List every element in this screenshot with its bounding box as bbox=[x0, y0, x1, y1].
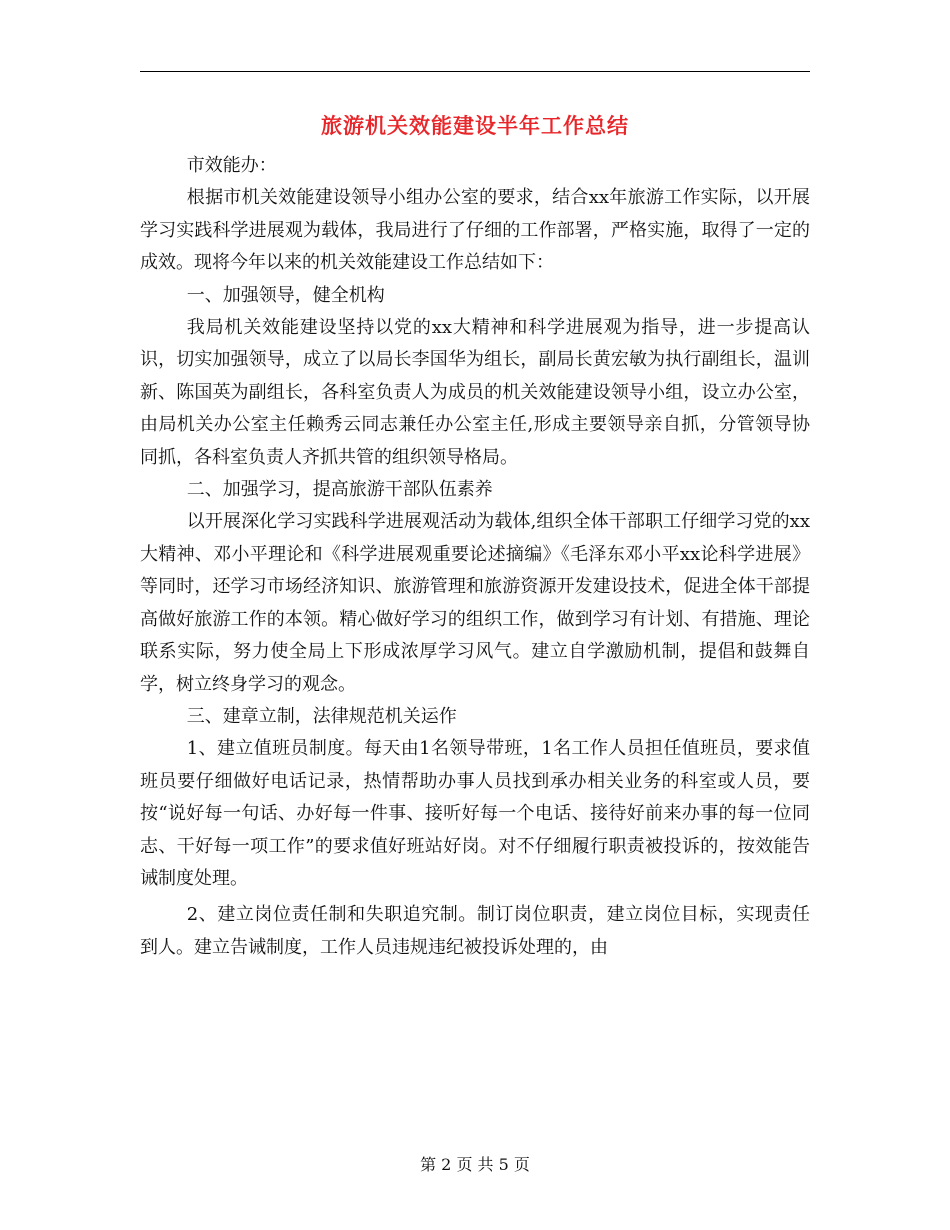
document-title: 旅游机关效能建设半年工作总结 bbox=[321, 113, 629, 138]
page-number: 第 2 页 共 5 页 bbox=[420, 1155, 530, 1174]
section-heading-3: 三、建章立制，法律规范机关运作 bbox=[186, 705, 457, 727]
section-paragraph-2: 以开展深化学习实践科学进展观活动为载体,组织全体干部职工仔细学习党的xx大精神、邓小平理论和《科学进展观重要论述摘编》《毛泽东邓小平xx论科学进展》等同时，还学习市场经济知识、旅游管理和旅游资源开发建设技术，促进全体干部提高做好旅游工作的本领。精心做好学习的组织工作，做到学习有计划、有措施、理论联系实际，努力使全局上下形成浓厚学习风气。建立自学激励机制，提倡和鼓舞自学，树立终身学习的观念。 bbox=[140, 511, 810, 695]
section-paragraph-3-item-1: 1、建立值班员制度。每天由1名领导带班，1名工作人员担任值班员，要求值班员要仔细做好电话记录，热情帮助办事人员找到承办相关业务的科室或人员，要按“说好每一句话、办好每一件事、接听好每一个电话、接待好前来办事的每一位同志、干好每一项工作”的要求值好班站好岗。对不仔细履行职责被投诉的，按效能告诫制度处理。 bbox=[140, 738, 810, 889]
intro-paragraph: 根据市机关效能建设领导小组办公室的要求，结合xx年旅游工作实际，以开展学习实践科学进展观为载体，我局进行了仔细的工作部署，严格实施，取得了一定的成效。现将今年以来的机关效能建设工作总结如下： bbox=[140, 187, 810, 274]
section-heading-2: 二、加强学习，提高旅游干部队伍素养 bbox=[186, 479, 493, 501]
header-rule bbox=[140, 71, 810, 72]
document-body bbox=[140, 150, 810, 964]
section-paragraph-3-item-2: 2、建立岗位责任制和失职追究制。制订岗位职责，建立岗位目标，实现责任到人。建立告诫制度，工作人员违规违纪被投诉处理的，由 bbox=[140, 904, 810, 958]
section-heading-1: 一、加强领导，健全机构 bbox=[186, 284, 385, 306]
section-paragraph-1: 我局机关效能建设坚持以党的xx大精神和科学进展观为指导，进一步提高认识，切实加强领导，成立了以局长李国华为组长，副局长黄宏敏为执行副组长，温训新、陈国英为副组长，各科室负责人为成员的机关效能建设领导小组，设立办公室，由局机关办公室主任赖秀云同志兼任办公室主任,形成主要领导亲自抓，分管领导协同抓，各科室负责人齐抓共管的组织领导格局。 bbox=[140, 317, 810, 468]
salutation: 市效能办： bbox=[186, 155, 277, 176]
